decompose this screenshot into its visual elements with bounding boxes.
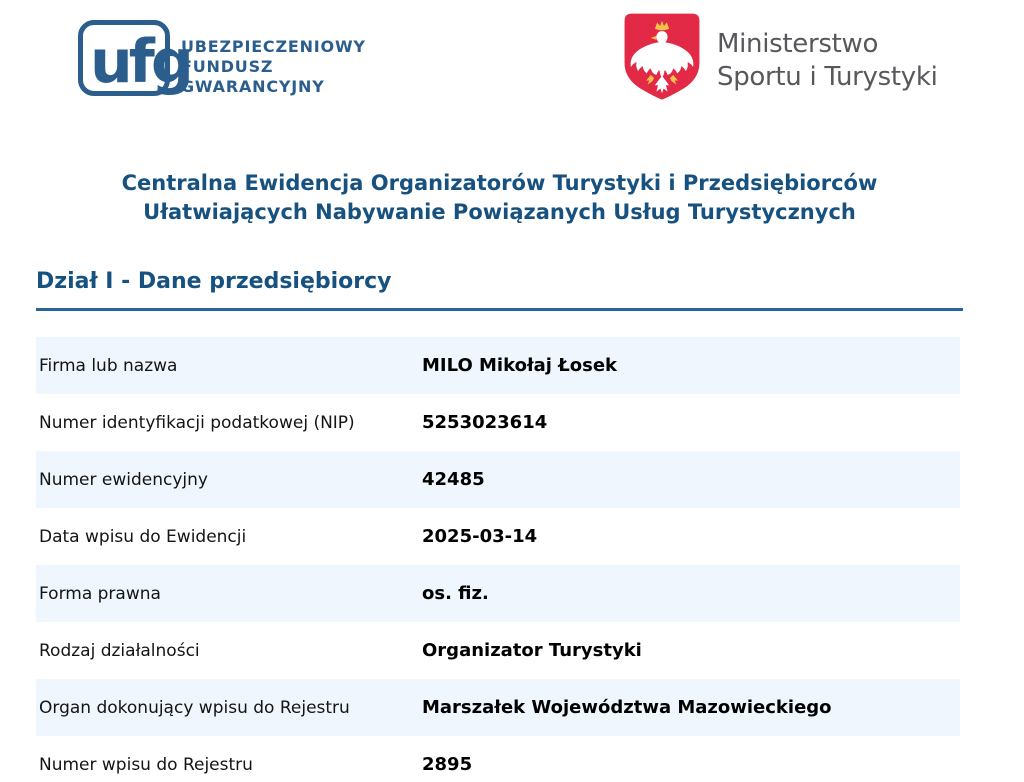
page-title-line2: Ułatwiających Nabywanie Powiązanych Usług Turystycznych [143,200,856,224]
ministry-logo-text [717,12,938,94]
ministry-logo [622,12,938,106]
polish-eagle-coat-of-arms-icon [622,12,702,106]
section-divider [36,308,963,311]
ufg-logo-mark: ufg [90,27,190,97]
ufg-logo-line: UBEZPIECZENIOWY [181,37,366,56]
ufg-logo-line: FUNDUSZ [181,57,274,76]
row-label: Organ dokonujący wpisu do Rejestru [39,697,350,718]
table-row [36,337,960,394]
row-label: Numer wpisu do Rejestru [39,754,253,775]
table-row [36,565,960,622]
row-value: MILO Mikołaj Łosek [422,355,618,376]
row-value: 2895 [422,754,473,775]
table-row [36,679,960,736]
table-row [36,451,960,508]
page-title [36,169,963,227]
table-row [36,508,960,565]
ufg-logo-text [181,20,366,97]
row-label: Numer identyfikacji podatkowej (NIP) [39,412,355,433]
row-label: Rodzaj działalności [39,640,200,661]
page-title-line1: Centralna Ewidencja Organizatorów Turystyki i Przedsiębiorców [121,171,878,195]
row-label: Data wpisu do Ewidencji [39,526,247,547]
row-value: 2025-03-14 [422,526,538,547]
ministry-name-line1: Ministerstwo [717,29,879,59]
row-value: os. fiz. [422,583,489,604]
row-label: Firma lub nazwa [39,355,178,376]
row-label: Forma prawna [39,583,161,604]
ufg-logo [78,20,366,97]
ufg-logo-icon [78,20,190,97]
row-value: 42485 [422,469,485,490]
row-value: Organizator Turystyki [422,640,642,661]
table-row [36,736,960,782]
ufg-logo-line: GWARANCYJNY [181,77,325,96]
data-table [36,337,960,782]
row-label: Numer ewidencyjny [39,469,208,490]
ministry-name-line2: Sportu i Turystyki [717,62,938,92]
table-row [36,622,960,679]
table-row [36,394,960,451]
section-heading: Dział I - Dane przedsiębiorcy [36,269,392,294]
row-value: 5253023614 [422,412,548,433]
row-value: Marszałek Województwa Mazowieckiego [422,697,832,718]
